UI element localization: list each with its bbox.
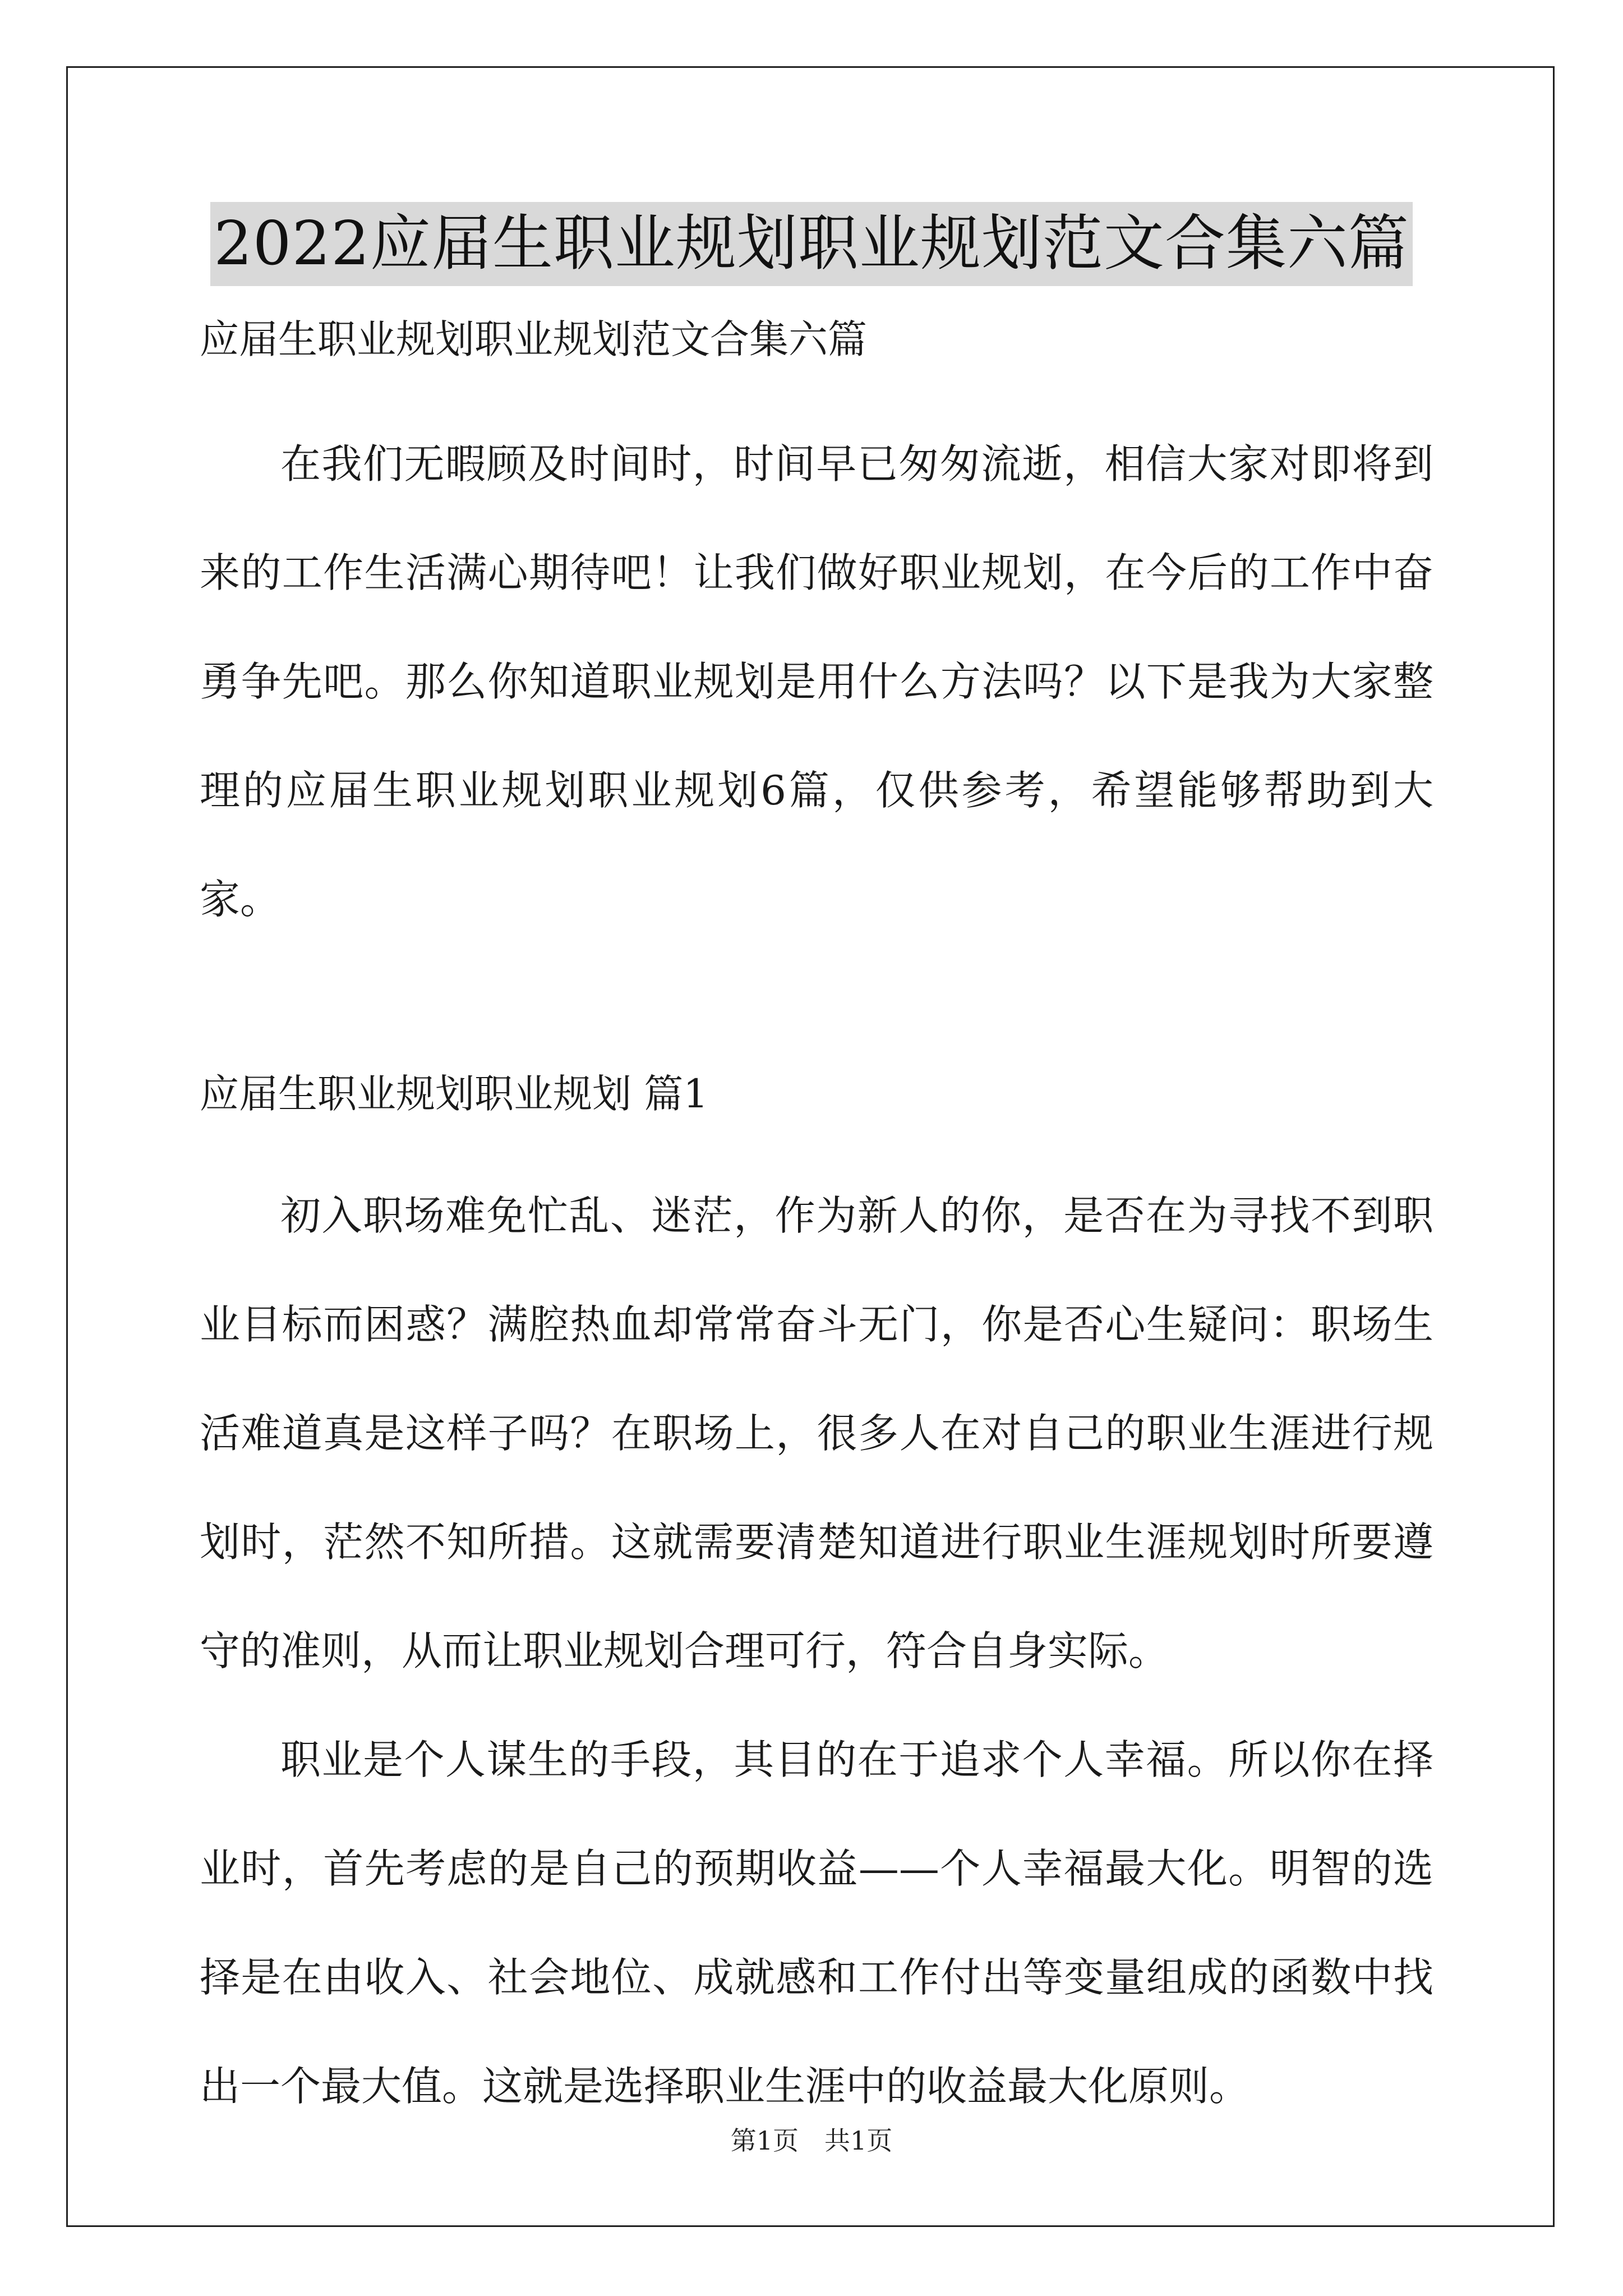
page-footer: 第1页 共1页 (730, 2125, 893, 2156)
body-paragraph: 职业是个人谋生的手段，其目的在于追求个人幸福。所以你在择业时，首先考虑的是自己的预期收益——个人幸福最大化。明智的选择是在由收入、社会地位、成就感和工作付出等变量组成的函数中找出一个最大值。这就是选择职业生涯中的收益最大化原则。 (200, 1736, 1433, 2110)
intro-paragraph: 在我们无暇顾及时间时，时间早已匆匆流逝，相信大家对即将到来的工作生活满心期待吧！让我们做好职业规划，在今后的工作中奋勇争先吧。那么你知道职业规划是用什么方法吗？以下是我为大家整理的应届生职业规划职业规划6篇，仅供参考，希望能够帮助到大家。 (200, 440, 1433, 923)
document-body (200, 311, 1433, 2141)
document-title: 2022应届生职业规划职业规划范文合集六篇 (210, 202, 1413, 286)
section-heading: 应届生职业规划职业规划 篇1 (200, 1071, 708, 1117)
body-paragraph: 初入职场难免忙乱、迷茫，作为新人的你，是否在为寻找不到职业目标而困惑？满腔热血却常常奋斗无门，你是否心生疑问：职场生活难道真是这样子吗？在职场上，很多人在对自己的职业生涯进行规划时，茫然不知所措。这就需要清楚知道进行职业生涯规划时所要遵守的准则，从而让职业规划合理可行，符合自身实际。 (200, 1192, 1433, 1674)
intro-heading: 应届生职业规划职业规划范文合集六篇 (200, 316, 867, 362)
title-container (0, 202, 1623, 286)
